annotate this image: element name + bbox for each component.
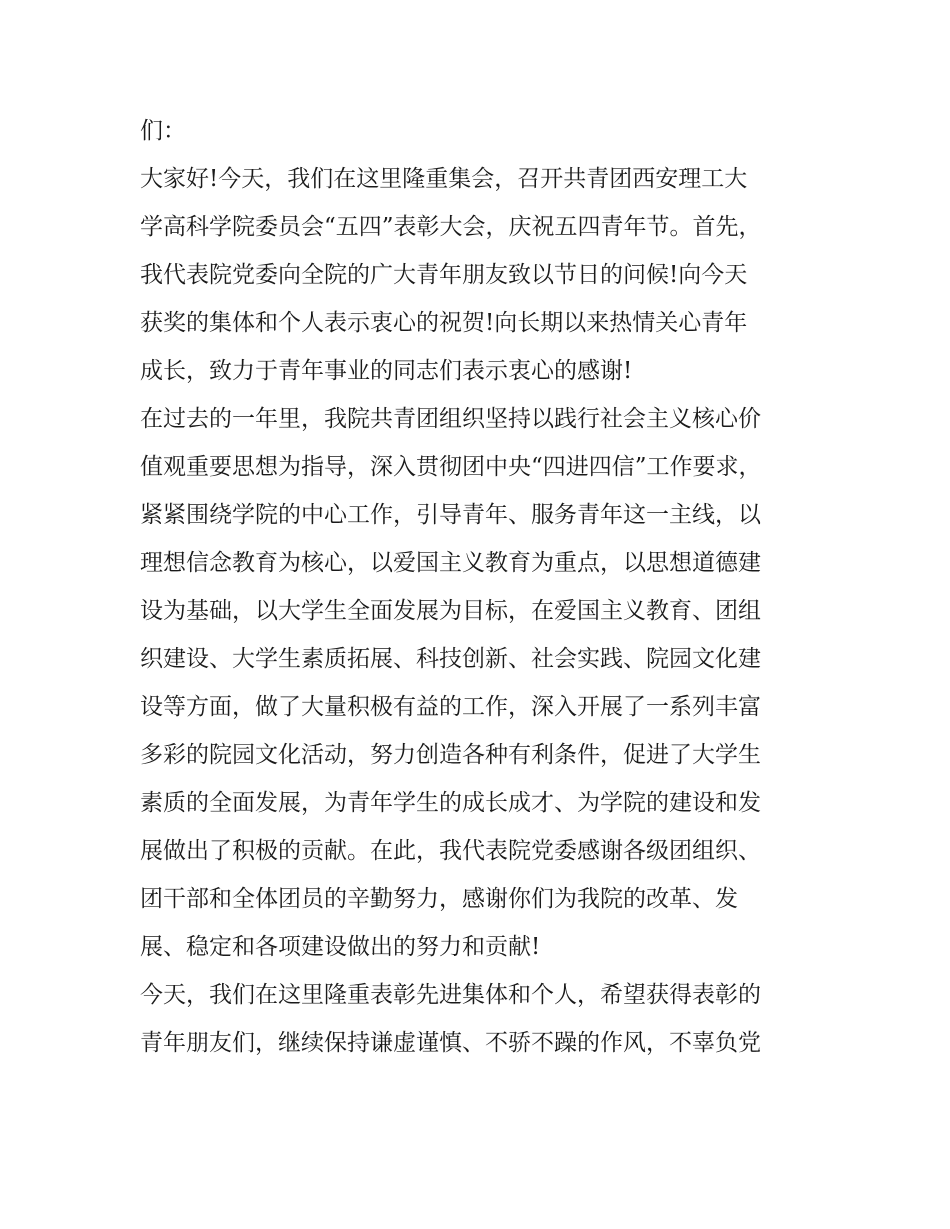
text-line-11: 设为基础，以大学生全面发展为目标，在爱国主义教育、团组 bbox=[140, 598, 761, 624]
text-line-18: 展、稳定和各项建设做出的努力和贡献! bbox=[140, 934, 541, 960]
text-line-3: 学高科学院委员会“五四”表彰大会，庆祝五四青年节。首先， bbox=[140, 214, 762, 240]
text-line-7: 在过去的一年里，我院共青团组织坚持以践行社会主义核心价 bbox=[140, 406, 761, 432]
text-line-14: 多彩的院园文化活动，努力创造各种有利条件，促进了大学生 bbox=[140, 742, 761, 768]
text-line-16: 展做出了积极的贡献。在此，我代表院党委感谢各级团组织、 bbox=[140, 838, 761, 864]
speech-text bbox=[140, 107, 820, 1067]
text-line-17: 团干部和全体团员的辛勤努力，感谢你们为我院的改革、发 bbox=[140, 886, 738, 912]
text-line-15: 素质的全面发展，为青年学生的成长成才、为学院的建设和发 bbox=[140, 790, 761, 816]
text-line-4: 我代表院党委向全院的广大青年朋友致以节日的问候!向今天 bbox=[140, 262, 748, 288]
text-line-2: 大家好!今天，我们在这里隆重集会，召开共青团西安理工大 bbox=[140, 166, 748, 192]
text-line-19: 今天，我们在这里隆重表彰先进集体和个人，希望获得表彰的 bbox=[140, 982, 761, 1008]
text-line-6: 成长，致力于青年事业的同志们表示衷心的感谢! bbox=[140, 358, 633, 384]
text-line-20: 青年朋友们，继续保持谦虚谨慎、不骄不躁的作风，不辜负党 bbox=[140, 1030, 761, 1056]
text-line-5: 获奖的集体和个人表示衷心的祝贺!向长期以来热情关心青年 bbox=[140, 310, 748, 336]
text-line-8: 值观重要思想为指导，深入贯彻团中央“四进四信”工作要求， bbox=[140, 454, 762, 480]
text-line-10: 理想信念教育为核心，以爱国主义教育为重点，以思想道德建 bbox=[140, 550, 761, 576]
text-line-13: 设等方面，做了大量积极有益的工作，深入开展了一系列丰富 bbox=[140, 694, 761, 720]
text-line-12: 织建设、大学生素质拓展、科技创新、社会实践、院园文化建 bbox=[140, 646, 761, 672]
text-line-9: 紧紧围绕学院的中心工作，引导青年、服务青年这一主线，以 bbox=[140, 502, 761, 528]
text-line-1: 们： bbox=[140, 118, 186, 144]
